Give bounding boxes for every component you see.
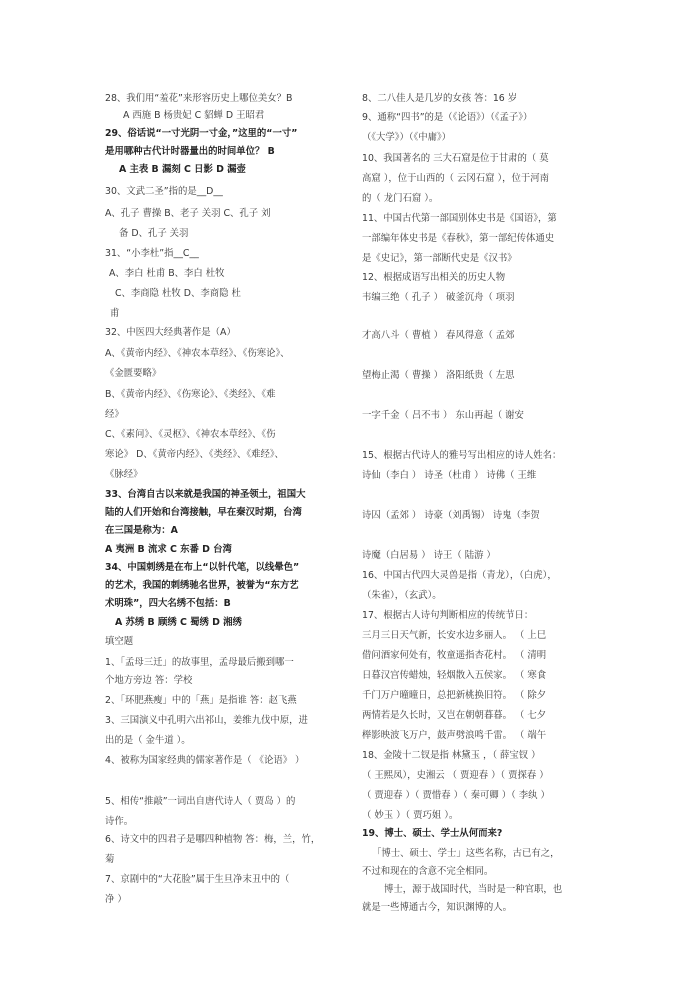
left-text-line: 1、「孟母三迁」的故事里，孟母最后搬到哪一 <box>105 657 294 668</box>
left-text-line: B、《黄帝内经》、《伤寒论》、《类经》、《难 <box>105 389 276 400</box>
right-text-line: 的（ 龙门石窟 ）。 <box>362 193 439 204</box>
left-text-line: 31、“小李杜”指__C__ <box>105 248 199 259</box>
left-text-line: 菊 <box>105 854 115 865</box>
right-text-line: （《大学》）（《中庸》） <box>362 132 452 143</box>
right-text-line: 才高八斗（ 曹植 ） 春风得意（ 孟郊 <box>362 330 515 341</box>
right-text-line: 17、根据古人诗句判断相应的传统节日： <box>362 610 534 621</box>
right-text-line: 两情若是久长时，又岂在朝朝暮暮。 （ 七夕 <box>362 710 547 721</box>
right-text-line: 8、二八佳人是几岁的女孩 答：16 岁 <box>362 93 518 104</box>
left-text-line: 3、三国演义中孔明六出祁山，姜维九伐中原，进 <box>105 715 308 726</box>
right-text-line: 一字千金（ 吕不韦 ） 东山再起（ 谢安 <box>362 410 524 421</box>
right-text-line: 15、根据古代诗人的雅号写出相应的诗人姓名： <box>362 450 562 461</box>
left-text-line: C、李商隐 杜牧 D、李商隐 杜 <box>115 288 241 299</box>
right-text-line: 望梅止渴（ 曹操 ） 洛阳纸贵（ 左思 <box>362 370 515 381</box>
left-text-line: 30、文武二圣”指的是__D__ <box>105 186 223 197</box>
right-text-line: 一部编年体史书是《春秋》，第一部纪传体通史 <box>362 233 555 244</box>
left-text-line: 是用哪种古代计时器量出的时间单位？ B <box>105 146 275 157</box>
left-text-line: A、李白 杜甫 B、李白 杜牧 <box>109 268 225 279</box>
left-text-line: C、《素问》、《灵枢》、《神农本草经》、《伤 <box>105 429 276 440</box>
right-text-line: 榉影映波飞万户，鼓声劈浪鸣千雷。 （ 端午 <box>362 730 547 741</box>
left-text-line: 2、「环肥燕瘦」中的「燕」是指谁 答：赵飞燕 <box>105 695 297 706</box>
left-text-line: 7、京剧中的“大花脸”属于生旦净末丑中的（ <box>105 874 290 885</box>
left-text-line: 陆的人们开始和台湾接触，早在秦汉时期，台湾 <box>105 507 302 518</box>
left-text-line: 6、诗文中的四君子是哪四种植物 答：梅，兰，竹， <box>105 834 321 845</box>
left-text-line: 出的是（ 金牛道 ）。 <box>105 735 191 746</box>
right-text-line: 三月三日天气新，长安水边多丽人。 （ 上巳 <box>362 630 547 641</box>
left-text-line: 术明珠”，四大名绣不包括：B <box>105 598 231 609</box>
right-text-line: 千门万户曈曈日，总把新桃换旧符。 （ 除夕 <box>362 690 547 701</box>
right-text-line: 高窟 ），位于山西的（ 云冈石窟 ），位于河南 <box>362 173 550 184</box>
left-text-line: 净 ） <box>105 894 127 905</box>
right-text-line: 诗仙（李白 ） 诗圣（杜甫 ） 诗佛（ 王维 <box>362 470 537 481</box>
left-text-line: 5、相传“推敲”一词出自唐代诗人（ 贾岛 ）的 <box>105 796 296 807</box>
right-text-line: 韦编三绝（ 孔子 ） 破釜沉舟（ 项羽 <box>362 292 515 303</box>
left-text-line: A、《黄帝内经》、《神农本草经》、《伤寒论》、 <box>105 348 290 359</box>
right-text-line: 就是一些博通古今，知识渊博的人。 <box>362 902 513 913</box>
right-text-line: （ 贾迎春 ）（ 贾惜春 ）（ 秦可卿 ）（ 李纨 ） <box>362 790 550 801</box>
right-text-line: （朱雀），（玄武）。 <box>362 590 442 601</box>
left-text-line: A 西施 B 杨贵妃 C 貂蝉 D 王昭君 <box>123 110 265 121</box>
left-text-line: 《金匮要略》 <box>105 368 162 379</box>
left-text-line: 经》 <box>105 409 124 420</box>
right-text-line: 诗魔（白居易 ） 诗王（ 陆游 ） <box>362 550 496 561</box>
left-text-line: A、孔子 曹操 B、老子 关羽 C、孔子 刘 <box>105 208 271 219</box>
right-text-line: 不过和现在的含意不完全相同。 <box>362 866 494 877</box>
right-text-line: 18、金陵十二钗是指 林黛玉 ，（ 薛宝钗 ） <box>362 750 541 761</box>
right-text-line: 博士，源于战国时代，当时是一种官职，也 <box>384 884 563 895</box>
left-text-line: 填空题 <box>105 636 134 647</box>
right-text-line: 16、中国古代四大灵兽是指（青龙），（白虎）， <box>362 570 557 581</box>
left-text-line: 在三国是称为：A <box>105 525 178 536</box>
left-text-line: 诗作。 <box>105 816 134 827</box>
left-text-line: 4、被称为国家经典的儒家著作是（ 《论语》 ） <box>105 755 305 766</box>
right-text-line: 10、我国著名的 三大石窟是位于甘肃的（ 莫 <box>362 153 549 164</box>
right-text-line: （ 王熙凤），史湘云 （ 贾迎春 ）（ 贾探春 ） <box>362 770 549 781</box>
left-text-line: 34、中国刺绣是在布上“以针代笔，以线晕色” <box>105 562 300 573</box>
left-text-line: A 主表 B 漏刻 C 日影 D 漏壶 <box>119 164 246 175</box>
right-text-line: 12、根据成语写出相关的历史人物 <box>362 272 506 283</box>
right-text-line: 9、通称“四书”的是（《论语》）（《孟子》） <box>362 112 533 123</box>
left-text-line: A 夷洲 B 流求 C 东番 D 台湾 <box>105 544 232 555</box>
left-text-line: 的艺术，我国的刺绣驰名世界，被誉为“东方艺 <box>105 580 299 591</box>
left-text-line: 32、中医四大经典著作是（A） <box>105 327 236 338</box>
right-text-line: （ 妙玉 ）（ 贾巧姐 ）。 <box>362 810 459 821</box>
right-text-line: 日暮汉宫传蜡烛，轻烟散入五侯家。 （ 寒食 <box>362 670 547 681</box>
right-text-line: 借问酒家何处有，牧童遥指杏花村。 （ 清明 <box>362 650 547 661</box>
left-text-line: 甫 <box>110 308 120 319</box>
right-text-line: 11、中国古代第一部国别体史书是《国语》，第 <box>362 213 557 224</box>
left-text-line: 寒论》 D、《黄帝内经》、《类经》、《难经》、 <box>105 449 284 460</box>
left-text-line: 29、俗话说“一寸光阴一寸金，”这里的“一寸” <box>105 128 298 139</box>
right-text-line: 诗囚（孟郊 ） 诗豪（刘禹锡） 诗鬼（李贺 <box>362 510 540 521</box>
left-text-line: 个地方旁边 答：学校 <box>105 675 193 686</box>
left-text-line: 备 D、孔子 关羽 <box>119 228 189 239</box>
left-text-line: 28、我们用“羞花”来形容历史上哪位美女？B <box>105 93 293 104</box>
right-text-line: 19、博士、硕士、学士从何而来? <box>362 828 503 839</box>
left-text-line: 《脉经》 <box>105 469 143 480</box>
right-text-line: 「博士、硕士、学士」这些名称，古已有之， <box>372 848 560 859</box>
right-text-line: 是《史记》，第一部断代史是《汉书》 <box>362 253 517 264</box>
left-text-line: A 苏绣 B 顾绣 C 蜀绣 D 湘绣 <box>115 617 242 628</box>
left-text-line: 33、台湾自古以来就是我国的神圣领土，祖国大 <box>105 489 306 500</box>
